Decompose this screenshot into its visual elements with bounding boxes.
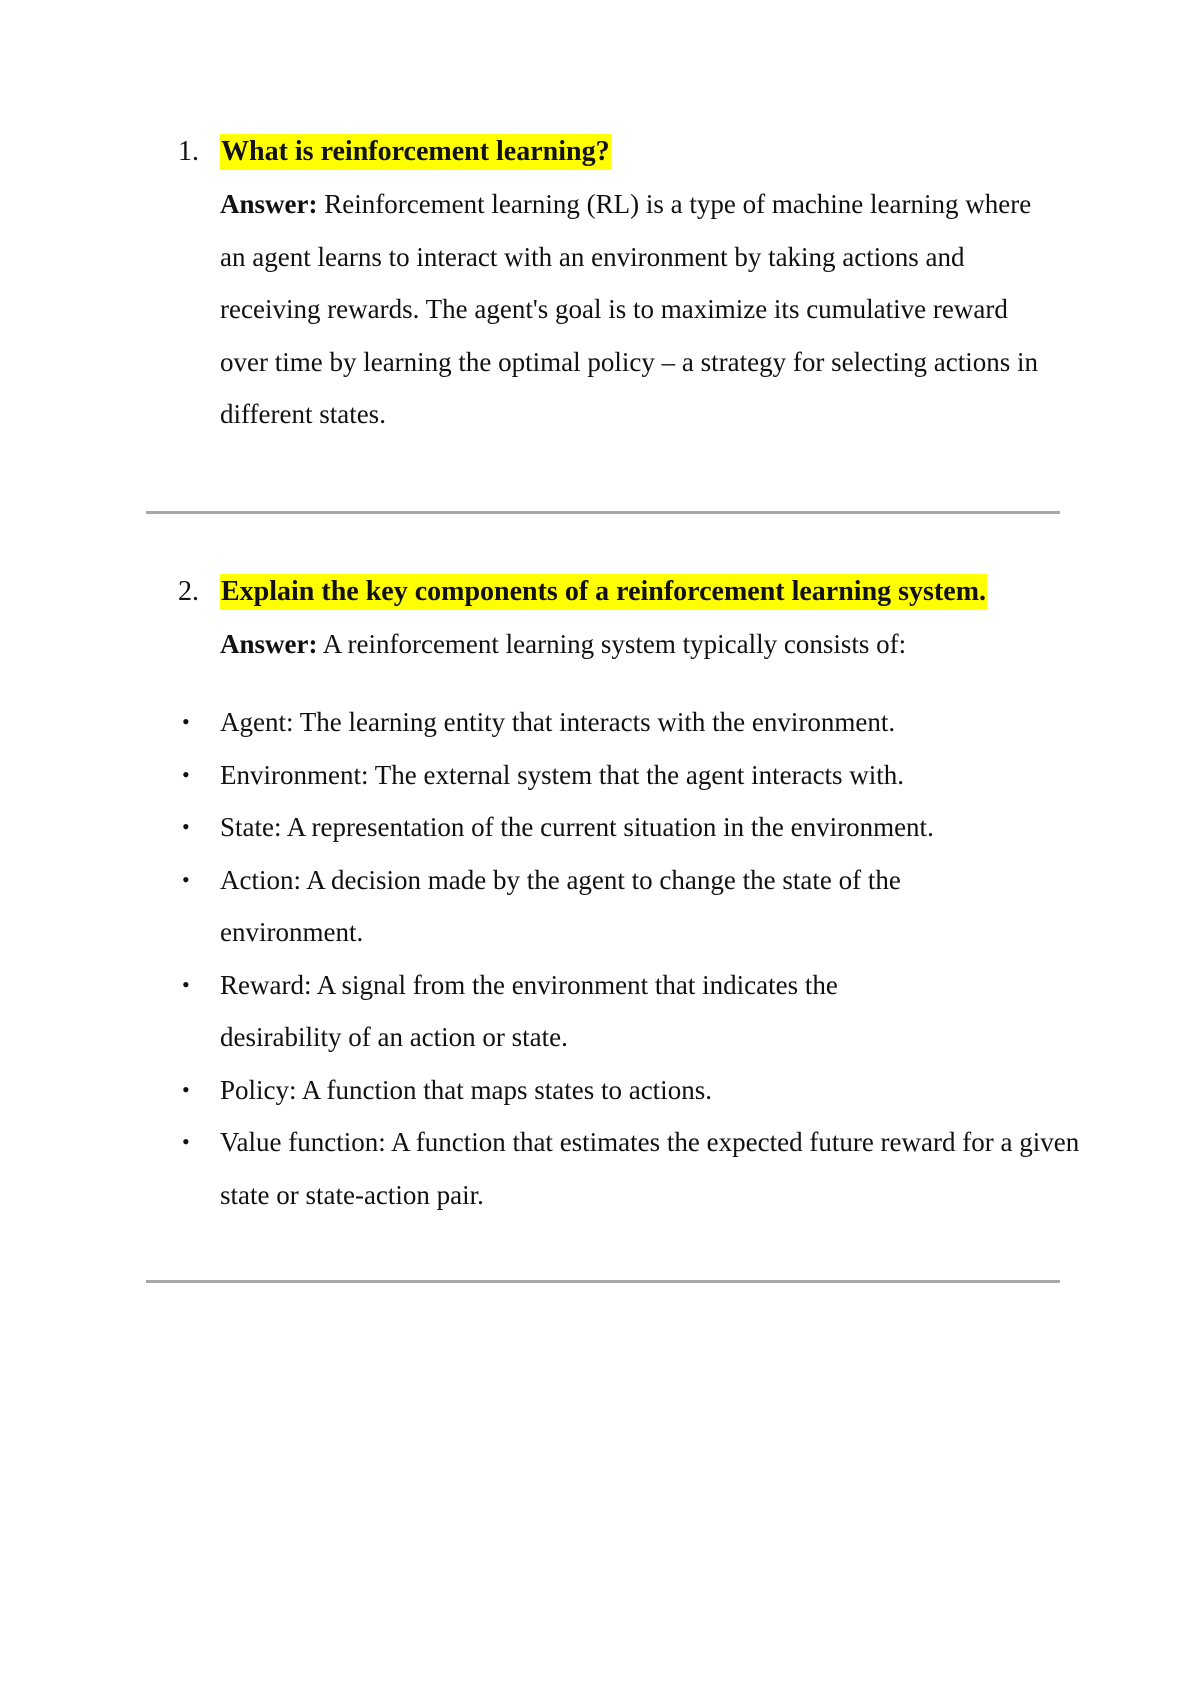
question-heading: Explain the key components of a reinforcement learning system. [220,574,987,610]
section-divider [146,511,1060,514]
list-item: • Reward: A signal from the environment that indicates the desirability of an action or state. [178,959,960,1064]
answer-label: Answer: [220,189,318,219]
components-list [178,696,1078,1221]
question-number: 2. [178,576,199,607]
question-number: 1. [178,136,199,167]
list-item: • Value function: A function that estimates the expected future reward for a given state or state-action pair. [178,1116,1120,1221]
question-line [178,126,1078,178]
answer-paragraph [220,178,1040,441]
list-item: • Action: A decision made by the agent to change the state of the environment. [178,854,960,959]
answer-paragraph [220,618,1040,671]
list-item: • Agent: The learning entity that interacts with the environment. [178,696,1078,749]
section-divider [146,1280,1060,1283]
list-item: • Policy: A function that maps states to actions. [178,1064,1078,1117]
answer-text: Reinforcement learning (RL) is a type of machine learning where an agent learns to interact with an environment by taking actions and receiving rewards. The agent's goal is to maximize its cumulative reward over time by learning the optimal policy – a strategy for selecting actions in different states. [220,189,1039,429]
list-item: • Environment: The external system that the agent interacts with. [178,749,1078,802]
answer-label: Answer: [220,629,318,659]
question-heading: What is reinforcement learning? [220,134,611,170]
qa-item-1 [178,126,1078,441]
answer-text: A reinforcement learning system typically consists of: [317,629,907,659]
qa-item-2 [178,566,1078,671]
list-item: • State: A representation of the current situation in the environment. [178,801,1078,854]
question-line [178,566,1078,618]
